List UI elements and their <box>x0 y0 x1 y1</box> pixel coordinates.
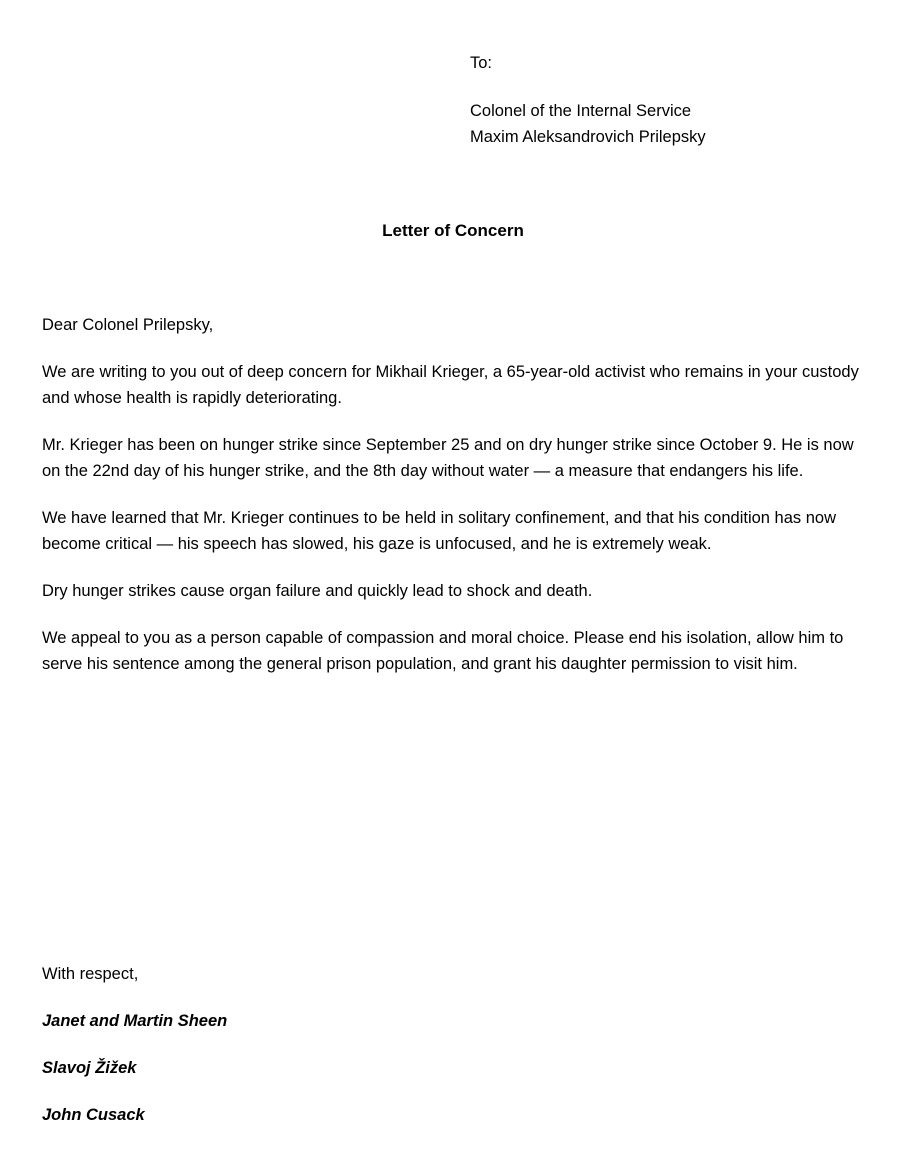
signature-1: Janet and Martin Sheen <box>42 1012 228 1030</box>
paragraph-4: Dry hunger strikes cause organ failure and quickly lead to shock and death. <box>42 582 593 600</box>
closing-block <box>42 961 542 1149</box>
salutation: Dear Colonel Prilepsky, <box>42 316 214 334</box>
paragraph-2: Mr. Krieger has been on hunger strike since September 25 and on dry hunger strike since October 9. He is now on the 22nd day of his hunger strike, and the 8th day without water — a measure that endangers his life. <box>42 436 854 480</box>
to-label: To: <box>470 54 493 72</box>
paragraph-1: We are writing to you out of deep concern for Mikhail Krieger, a 65-year-old activist who remains in your custody and whose health is rapidly deteriorating. <box>42 363 859 407</box>
recipient-name: Maxim Aleksandrovich Prilepsky <box>470 128 706 146</box>
letter-title: Letter of Concern <box>382 221 524 240</box>
paragraph-3: We have learned that Mr. Krieger continues to be held in solitary confinement, and that his condition has now become critical — his speech has slowed, his gaze is unfocused, and he is extremely weak. <box>42 509 836 553</box>
signature-2: Slavoj Žižek <box>42 1059 137 1077</box>
signature-3: John Cusack <box>42 1106 145 1124</box>
recipient-title: Colonel of the Internal Service <box>470 102 692 120</box>
closing: With respect, <box>42 965 139 983</box>
letter-body <box>42 312 864 698</box>
recipient-block <box>470 50 870 150</box>
paragraph-5: We appeal to you as a person capable of compassion and moral choice. Please end his isolation, allow him to serve his sentence among the general prison population, and grant his daughter permission to visit him. <box>42 629 844 673</box>
